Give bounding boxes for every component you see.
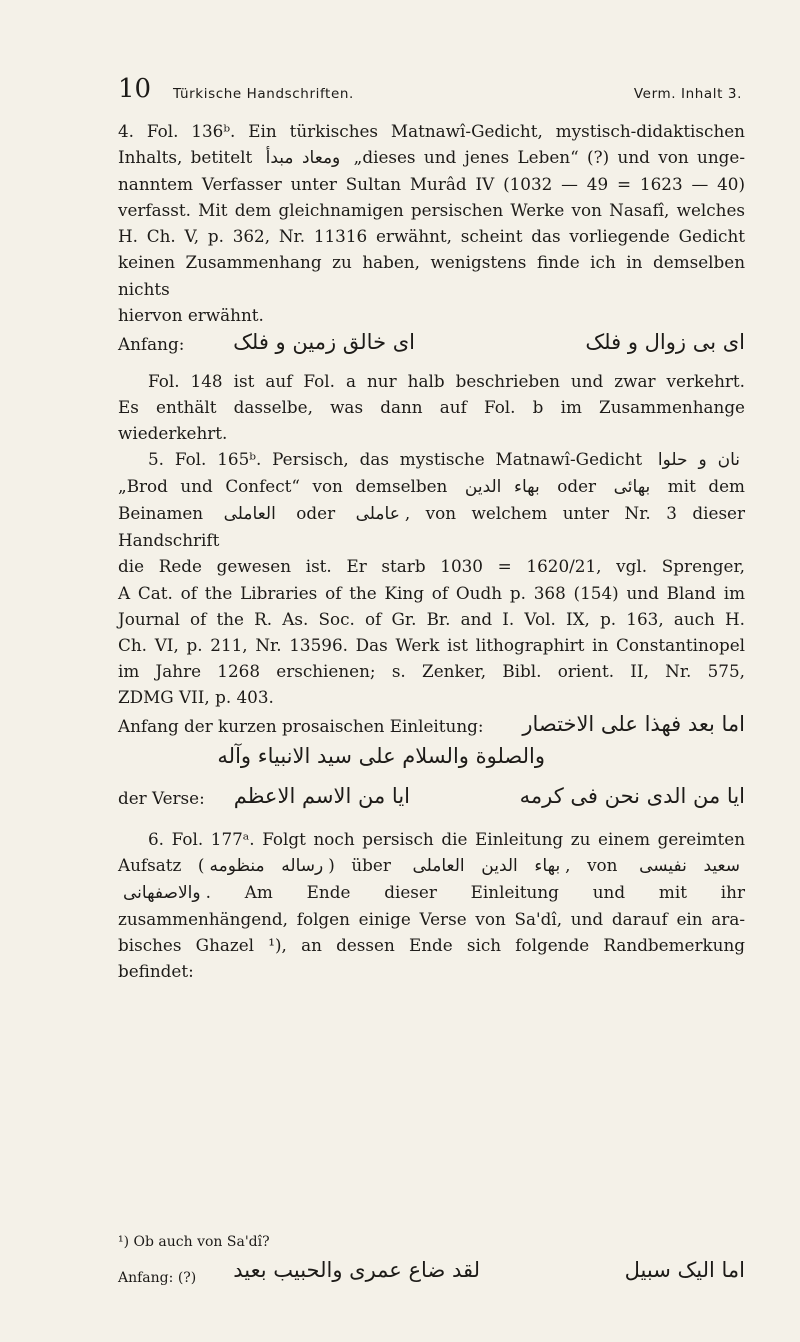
text: „dieses und jenes Leben“ (?) und von unge- (353, 147, 745, 168)
arabic-name: عاملی (355, 504, 400, 525)
text: . Am Ende dieser Einleitung und mit ihr (205, 882, 745, 903)
verse-arabic: ایا من الدی نحن فی کرمه (519, 783, 745, 808)
text: , von welchem unter Nr. 3 dieser Handschrift (118, 503, 746, 551)
entry-5-verses (118, 782, 745, 826)
entry-6-line (118, 879, 745, 906)
verse-label: der Verse: (118, 787, 205, 808)
entry-5-line (118, 473, 745, 500)
entry-4-line: 4. Fol. 136ᵇ. Ein türkisches Matnawî-Gedicht, mystisch-didaktischen (118, 121, 745, 141)
entry-5-line: ZDMG VII, p. 403. (118, 686, 274, 707)
arabic-name: العاملی (223, 504, 276, 525)
running-header (118, 74, 742, 108)
entry-5-line: A Cat. of the Libraries of the King of Oudh p. 368 (154) und Bland im (118, 582, 745, 603)
intro-arabic: اما بعد فهذا على الاختصار (522, 711, 745, 736)
entry-4-line: Fol. 148 ist auf Fol. a nur halb beschrieben und zwar verkehrt. (148, 370, 745, 391)
text: Inhalts, betitelt (118, 147, 253, 168)
arabic-name: والاصفهانی (123, 883, 201, 904)
entry-4-line: keinen Zusammenhang zu haben, wenigstens finde ich in demselben nichts (118, 252, 745, 299)
arabic-title: ومعاد مبدأ (265, 148, 341, 169)
text: Aufsatz ( (118, 855, 205, 876)
entry-5-line: die Rede gewesen ist. Er starb 1030 = 1620/21, vgl. Sprenger, (118, 556, 745, 577)
text: mit dem (667, 476, 745, 497)
incipit-arabic: ای خالق زمین و فلک (233, 329, 415, 354)
intro-arabic: والصلوة والسلام على سید الانبیاء وآله (217, 743, 545, 768)
entry-4-line (118, 144, 745, 171)
entry-5-intro-cont (118, 742, 745, 782)
entry-5-line (118, 446, 745, 473)
text: 5. Fol. 165ᵇ. Persisch, das mystische Matnawî-Gedicht (148, 449, 643, 470)
footnote-text: ¹) Ob auch von Sa'dî? (118, 1234, 270, 1250)
arabic-name: بهائی (613, 477, 651, 498)
footnote (118, 1232, 745, 1296)
entry-4-line: nanntem Verfasser unter Sultan Murâd IV (1032 — 49 = 1623 — 40) (118, 174, 745, 195)
footnote-incipit (118, 1252, 745, 1296)
arabic-title: نان و حلوا (657, 450, 740, 471)
entry-4-incipit (118, 328, 745, 368)
entry-5-line: Ch. VI, p. 211, Nr. 13596. Das Werk ist lithographirt in Constantinopel (118, 634, 745, 655)
incipit-label: Anfang: (118, 333, 185, 354)
text: ) über (328, 855, 391, 876)
arabic-name: بهاء الدین العاملی (412, 856, 561, 877)
text: oder (557, 476, 597, 497)
entry-5-intro (118, 710, 745, 742)
main-text (118, 118, 745, 985)
verse-arabic: ایا من الاسم الاعظم (233, 783, 410, 808)
intro-label: Anfang der kurzen prosaischen Einleitung: (118, 715, 484, 736)
page-number: 10 (118, 74, 152, 104)
text: Beinamen (118, 503, 204, 524)
entry-5-line: im Jahre 1268 erschienen; s. Zenker, Bibl. orient. II, Nr. 575, (118, 660, 745, 681)
arabic-term: رساله منظومه (209, 856, 324, 877)
entry-4-line: H. Ch. V, p. 362, Nr. 11316 erwähnt, scheint das vorliegende Gedicht (118, 226, 745, 247)
entry-6-line: zusammenhängend, folgen einige Verse von Sa'dî, und darauf ein ara- (118, 909, 745, 930)
section-label: Verm. Inhalt 3. (633, 86, 742, 102)
entry-6-line (118, 852, 745, 879)
entry-6-line: 6. Fol. 177ᵃ. Folgt noch persisch die Einleitung zu einem gereimten (148, 828, 745, 849)
text: , von (565, 855, 618, 876)
entry-5-line: Journal of the R. As. Soc. of Gr. Br. and I. Vol. IX, p. 163, auch H. (118, 608, 745, 629)
incipit-arabic: ای بی زوال و فلک (585, 329, 745, 354)
entry-5-line (118, 500, 745, 553)
text: oder (296, 503, 336, 524)
running-title: Türkische Handschriften. (173, 86, 354, 102)
arabic-name: سعید نفیسی (639, 856, 741, 877)
entry-4-line: Es enthält dasselbe, was dann auf Fol. b im Zusammenhange wiederkehrt. (118, 396, 745, 443)
footnote-arabic: لقد ضاع عمری والحبیب بعید (233, 1258, 480, 1282)
entry-6-line: bisches Ghazel ¹), an dessen Ende sich folgende Randbemerkung befindet: (118, 935, 745, 982)
arabic-name: بهاء الدین (464, 477, 540, 498)
text: „Brod und Confect“ von demselben (118, 476, 448, 497)
entry-4-line: hiervon erwähnt. (118, 304, 264, 325)
text: (?) (177, 1270, 197, 1286)
footnote-label (118, 1268, 196, 1288)
entry-4-line: verfasst. Mit dem gleichnamigen persischen Werke von Nasafî, welches (118, 200, 745, 221)
footnote-arabic: اما الیک سبیل (624, 1258, 745, 1282)
text: Anfang: (118, 1270, 174, 1286)
